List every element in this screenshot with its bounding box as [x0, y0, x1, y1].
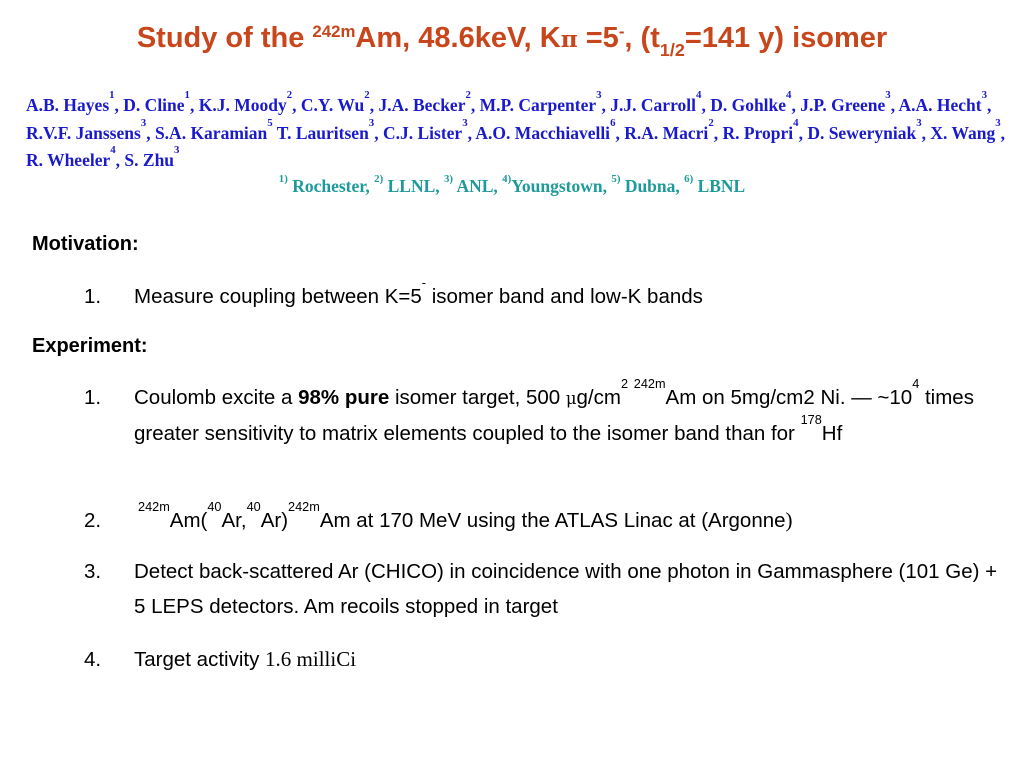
- affiliation: $^{1)}$ Rochester,: [278, 173, 375, 196]
- author: K.J. Moody$^2$,: [198, 89, 301, 115]
- experiment-heading: Experiment:: [32, 335, 148, 357]
- item-number: 1.: [84, 386, 102, 409]
- slide-title: Study of the $^{242m}$Am, 48.6keV, Kπ =5-, ($t_{1/2}=141$ y) isomer: [136, 22, 888, 61]
- author: J.P. Greene$^3$,: [800, 89, 899, 115]
- affiliation: $^{6)}$ LBNL: [684, 173, 746, 196]
- item-number: 2.: [84, 509, 102, 532]
- author: J.A. Becker$^2$,: [378, 89, 480, 115]
- author: T. Lauritsen$^3$,: [276, 116, 383, 143]
- item-number: 4.: [84, 648, 102, 671]
- author: J.J. Carroll$^4$,: [610, 89, 711, 115]
- author: D. Cline$^1$,: [123, 89, 199, 115]
- pi-symbol: π: [560, 26, 578, 53]
- affiliation: $^{4)}$Youngstown,: [502, 173, 612, 196]
- item-text: Measure coupling between K=5- isomer band and low-K bands: [134, 275, 703, 308]
- author: A.A. Hecht$^3$,: [898, 89, 992, 115]
- item-text: Target activity 1.6 milliCi: [134, 647, 357, 671]
- author: D. Seweryniak$^3$,: [807, 116, 931, 143]
- author: R. Wheeler$^4$,: [26, 144, 125, 170]
- author: M.P. Carpenter$^3$,: [479, 89, 611, 115]
- affiliation-list: [0, 173, 1024, 197]
- item-text: Coulomb excite a 98% pure isomer target, 500 $\mu g/cm^2$ $^{242m}$Am on 5mg/cm2 Ni. — $\sim 10^4$ times greater sensitivity to matrix elements coupled to the isomer band than for $^{178}$Hf: [134, 376, 974, 445]
- item-number: 3.: [84, 560, 102, 583]
- affiliation: $^{2)}$ LLNL,: [374, 173, 444, 196]
- author: S.A. Karamian$^5$: [154, 116, 273, 143]
- item-text: Detect back-scattered Ar (CHICO) in coincidence with one photon in Gammasphere (101 Ge) + 5 LEPS detectors. Am recoils stopped in target: [134, 560, 998, 618]
- author: C.J. Lister$^3$,: [382, 116, 476, 143]
- item-text: $^{242m}Am(^{40}Ar,^{40}Ar)^{242m}Am$ at 170 MeV using the ATLAS Linac at (Argonne): [138, 499, 793, 532]
- item-number: 1.: [84, 285, 102, 308]
- author: S. Zhu$^3$: [124, 144, 180, 170]
- author: D. Gohlke$^4$,: [710, 89, 801, 115]
- author: C.Y. Wu$^2$,: [300, 89, 379, 115]
- author: A.O. Macchiavelli$^6$,: [475, 116, 625, 143]
- affiliation: $^{3)}$ ANL,: [444, 173, 503, 196]
- author-list: [26, 89, 1006, 175]
- author: A.B. Hayes$^1$,: [26, 89, 124, 115]
- affiliation: $^{5)}$ Dubna,: [611, 173, 685, 196]
- author: X. Wang$^3$,: [930, 116, 1006, 143]
- author: R. Propri$^4$,: [722, 116, 808, 143]
- motivation-heading: Motivation:: [32, 233, 139, 255]
- author: R.V.F. Janssens$^3$,: [26, 116, 155, 143]
- author: R.A. Macri$^2$,: [624, 116, 723, 143]
